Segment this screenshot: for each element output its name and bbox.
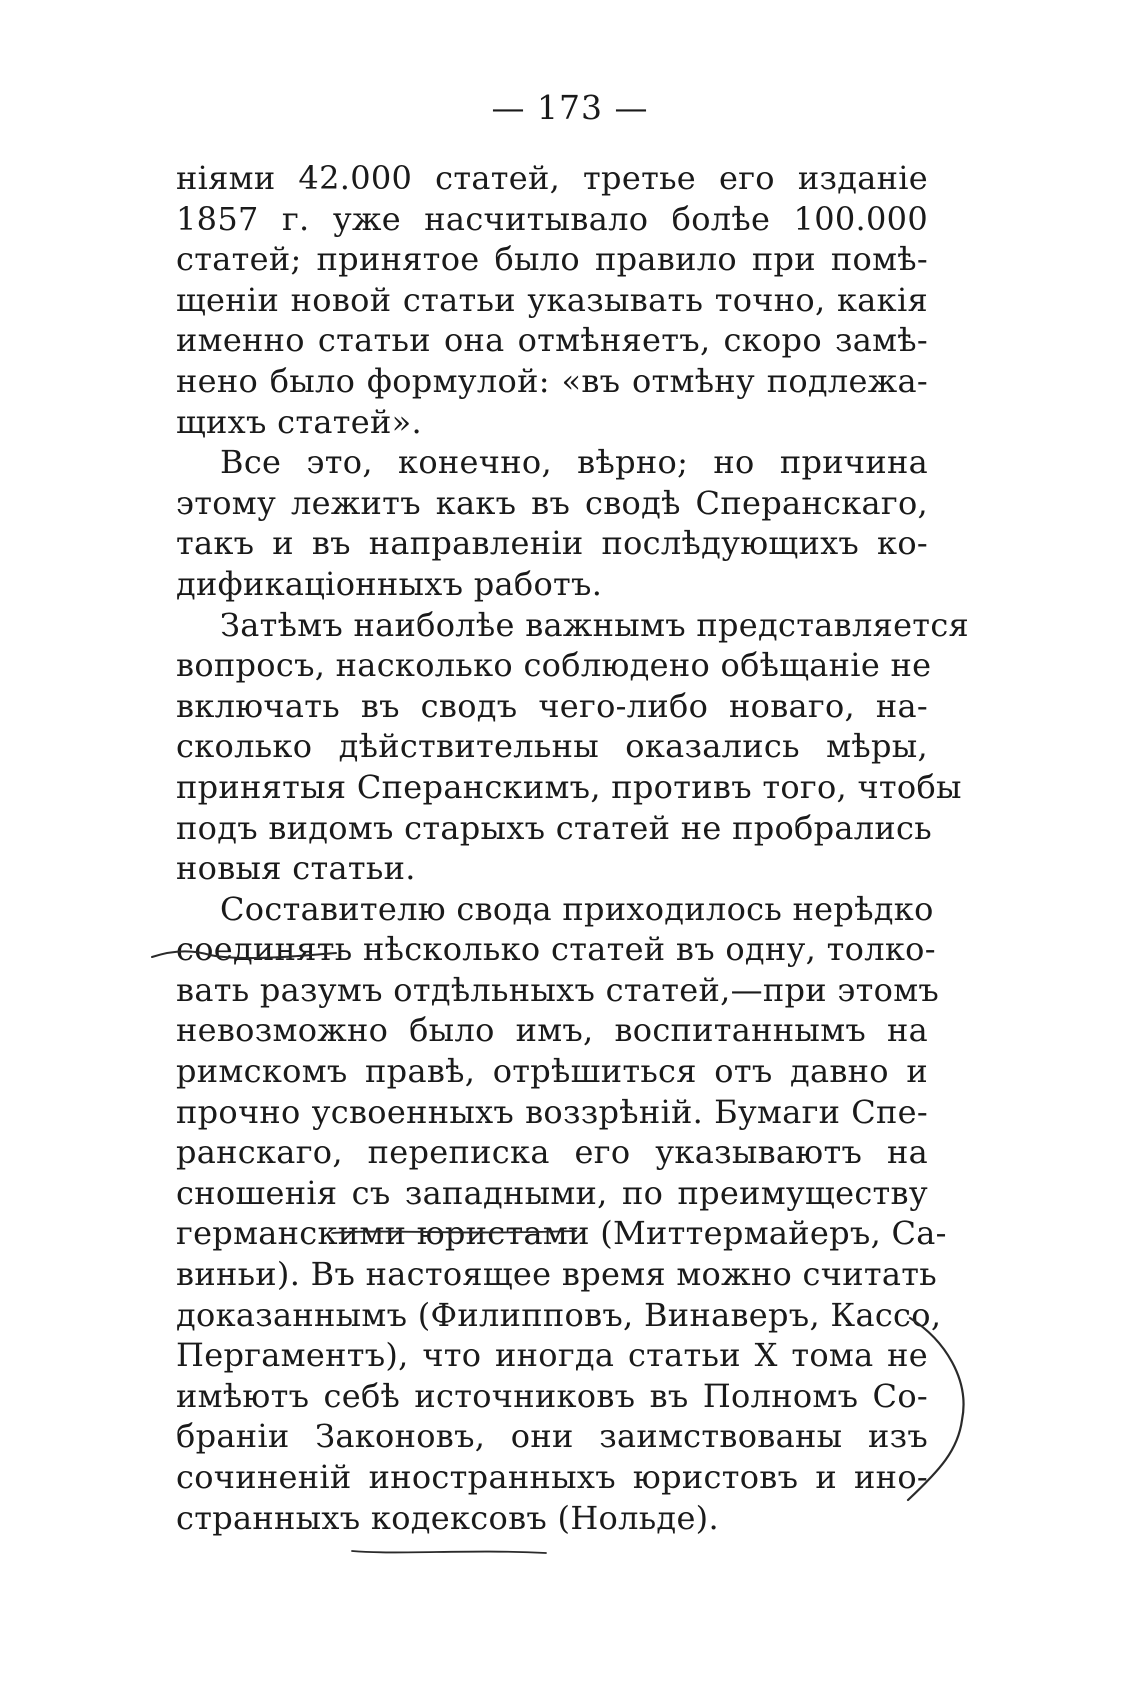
text-line: щихъ статей». <box>176 402 422 441</box>
text-line: ніями 42.000 статей, третье его изданіе <box>176 159 928 197</box>
text-line: щеніи новой статьи указывать точно, какія <box>176 280 928 319</box>
text-line: сколько дѣйствительны оказались мѣры, <box>176 727 928 766</box>
paragraph-1 <box>176 158 928 442</box>
text-line: сношенія съ западными, по преимуществу <box>176 1173 928 1212</box>
text-line: такъ и въ направленіи послѣдующихъ ко- <box>176 524 928 563</box>
text-line: вопросъ, насколько соблюдено обѣщаніе не <box>176 646 932 685</box>
text-line: невозможно было имъ, воспитаннымъ на <box>176 1011 928 1050</box>
paragraph-4 <box>176 889 947 1539</box>
text-line: ранскаго, переписка его указываютъ на <box>176 1133 928 1172</box>
text-line: германскими юристами (Миттермайеръ, Са- <box>176 1214 947 1253</box>
text-line: Все это, конечно, вѣрно; но причина <box>220 443 928 482</box>
text-line: 1857 г. уже насчитывало болѣе 100.000 <box>176 199 928 238</box>
text-line: виньи). Въ настоящее время можно считать <box>176 1255 937 1294</box>
text-line: нено было формулой: «въ отмѣну подлежа- <box>176 361 928 400</box>
text-line: странныхъ кодексовъ (Нольде). <box>176 1498 719 1537</box>
text-line: доказаннымъ (Филипповъ, Винаверъ, Кассо, <box>176 1295 942 1334</box>
text-line: принятыя Сперанскимъ, противъ того, чтобы <box>176 767 962 806</box>
text-line: именно статьи она отмѣняетъ, скоро замѣ- <box>176 321 928 360</box>
paragraph-3 <box>176 605 970 889</box>
text-line: статей; принятое было правило при помѣ- <box>176 240 928 279</box>
page-number: — 173 — <box>491 88 649 127</box>
text-line: сочиненій иностранныхъ юристовъ и ино- <box>176 1458 928 1496</box>
text-line: вать разумъ отдѣльныхъ статей,—при этомъ <box>176 970 940 1009</box>
text-line: имѣютъ себѣ источниковъ въ Полномъ Со- <box>176 1376 928 1415</box>
text-line: прочно усвоенныхъ воззрѣній. Бумаги Спе- <box>176 1092 928 1131</box>
text-line: включать въ сводъ чего-либо новаго, на- <box>176 686 928 725</box>
pencil-underline-mark <box>350 1545 550 1559</box>
text-line: этому лежитъ какъ въ сводѣ Сперанскаго, <box>176 483 928 522</box>
text-line: римскомъ правѣ, отрѣшиться отъ давно и <box>176 1052 928 1091</box>
text-line: Составителю свода приходилось нерѣдко <box>220 889 934 928</box>
body-text <box>176 158 970 1538</box>
text-line: соединять нѣсколько статей въ одну, толко- <box>176 930 936 969</box>
text-line: дификаціонныхъ работъ. <box>176 564 603 603</box>
text-line: новыя статьи. <box>176 849 416 888</box>
paragraph-2 <box>176 442 928 604</box>
text-line: Затѣмъ наиболѣе важнымъ представляется <box>220 605 970 644</box>
text-line: подъ видомъ старыхъ статей не пробрались <box>176 808 932 847</box>
text-line: браніи Законовъ, они заимствованы изъ <box>176 1417 928 1456</box>
text-line: Пергаментъ), что иногда статьи X тома не <box>176 1336 928 1375</box>
